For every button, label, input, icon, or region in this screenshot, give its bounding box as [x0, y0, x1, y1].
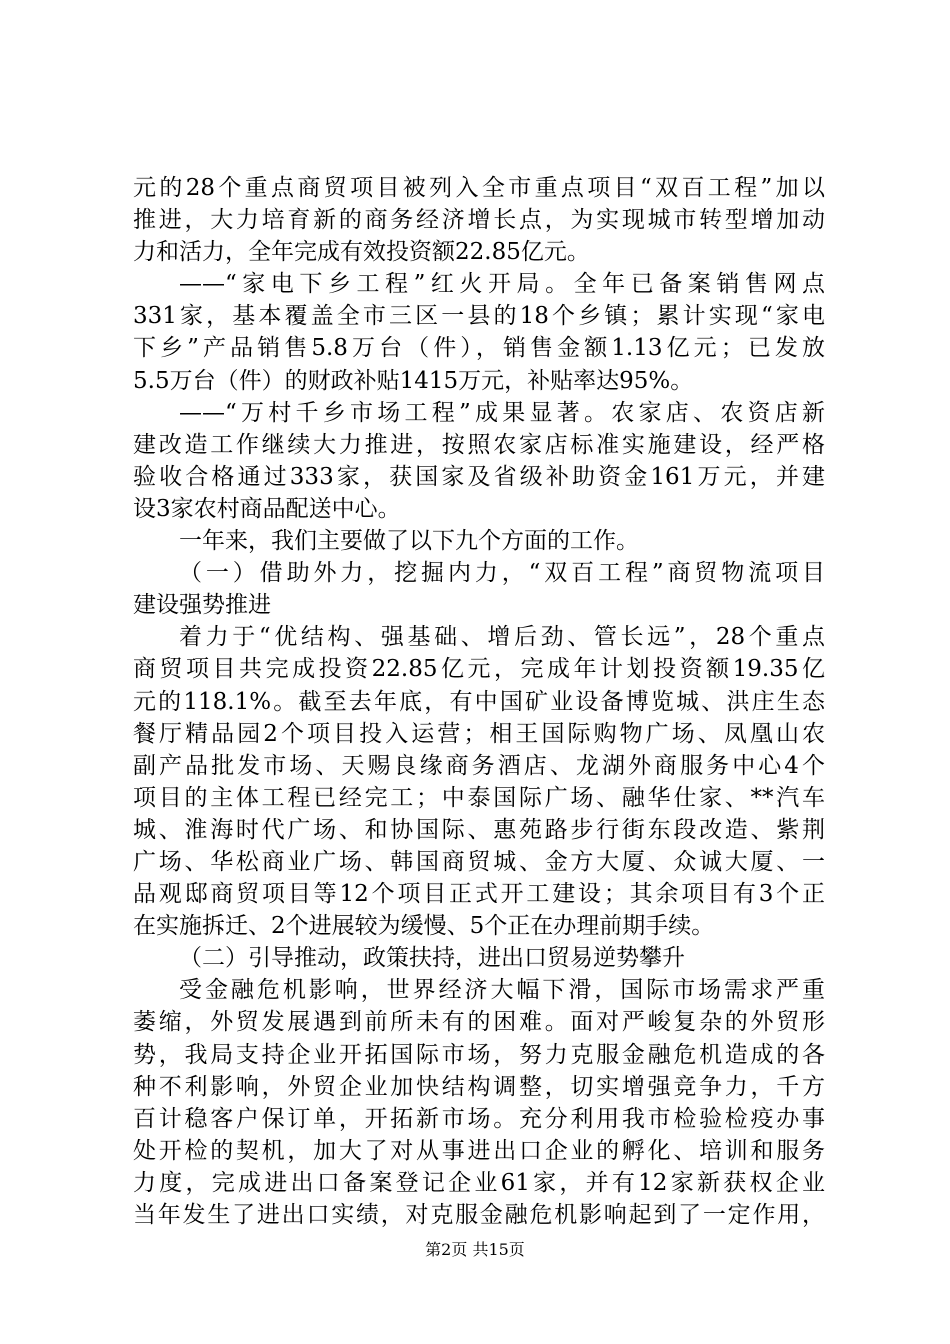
text-line: 广场、华松商业广场、韩国商贸城、金方大厦、众诚大厦、一: [133, 848, 825, 875]
text-line: （一）借助外力，挖掘内力，“双百工程”商贸物流项目: [179, 560, 825, 587]
text-line: 设3家农村商品配送中心。: [133, 495, 401, 522]
text-line: 力和活力，全年完成有效投资额22.85亿元。: [133, 239, 590, 266]
text-line: 一年来，我们主要做了以下九个方面的工作。: [179, 528, 639, 555]
text-line: ——“万村千乡市场工程”成果显著。农家店、农资店新: [179, 399, 825, 426]
page-footer: 第2页 共15页: [425, 1240, 525, 1259]
text-line: 元的118.1%。截至去年底，有中国矿业设备博览城、洪庄生态: [133, 688, 825, 715]
text-line: 势，我局支持企业开拓国际市场，努力克服金融危机造成的各: [133, 1041, 825, 1068]
text-line: 当年发生了进出口实绩，对克服金融危机影响起到了一定作用，: [133, 1202, 825, 1228]
text-line: ——“家电下乡工程”红火开局。全年已备案销售网点: [179, 271, 825, 298]
text-line: 验收合格通过333家，获国家及省级补助资金161万元，并建: [133, 463, 825, 490]
text-line: 5.5万台（件）的财政补贴1415万元，补贴率达95%。: [133, 367, 694, 394]
text-line: 副产品批发市场、天赐良缘商务酒店、龙湖外商服务中心4个: [133, 752, 825, 779]
text-line: 商贸项目共完成投资22.85亿元，完成年计划投资额19.35亿: [133, 656, 825, 683]
text-line: 品观邸商贸项目等12个项目正式开工建设；其余项目有3个正: [133, 881, 825, 908]
text-line: 着力于“优结构、强基础、增后劲、管长远”，28个重点: [179, 624, 825, 651]
text-line: 建设强势推进: [133, 592, 271, 619]
text-line: 城、淮海时代广场、和协国际、惠苑路步行街东段改造、紫荆: [133, 816, 825, 843]
document-body: [133, 172, 825, 1231]
text-line: 餐厅精品园2个项目投入运营；相王国际购物广场、凤凰山农: [133, 720, 825, 747]
text-line: 处开检的契机，加大了对从事进出口企业的孵化、培训和服务: [133, 1137, 825, 1164]
text-line: 331家，基本覆盖全市三区一县的18个乡镇；累计实现“家电: [133, 303, 825, 330]
text-line: 元的28个重点商贸项目被列入全市重点项目“双百工程”加以: [133, 175, 825, 201]
text-line: 项目的主体工程已经完工；中泰国际广场、融华仕家、**汽车: [133, 784, 825, 811]
text-line: 建改造工作继续大力推进，按照农家店标准实施建设，经严格: [133, 431, 825, 458]
text-line: 下乡”产品销售5.8万台（件），销售金额1.13亿元；已发放: [133, 335, 825, 362]
text-line: 推进，大力培育新的商务经济增长点，为实现城市转型增加动: [133, 207, 825, 234]
text-line: 百计稳客户保订单，开拓新市场。充分利用我市检验检疫办事: [133, 1105, 825, 1132]
text-line: （二）引导推动，政策扶持，进出口贸易逆势攀升: [179, 945, 685, 972]
text-line: 受金融危机影响，世界经济大幅下滑，国际市场需求严重: [179, 977, 825, 1004]
text-line: 在实施拆迁、2个进展较为缓慢、5个正在办理前期手续。: [133, 913, 715, 940]
text-line: 种不利影响，外贸企业加快结构调整，切实增强竞争力，千方: [133, 1073, 825, 1100]
text-line: 力度，完成进出口备案登记企业61家，并有12家新获权企业: [133, 1169, 825, 1196]
text-line: 萎缩，外贸发展遇到前所未有的困难。面对严峻复杂的外贸形: [133, 1009, 825, 1036]
